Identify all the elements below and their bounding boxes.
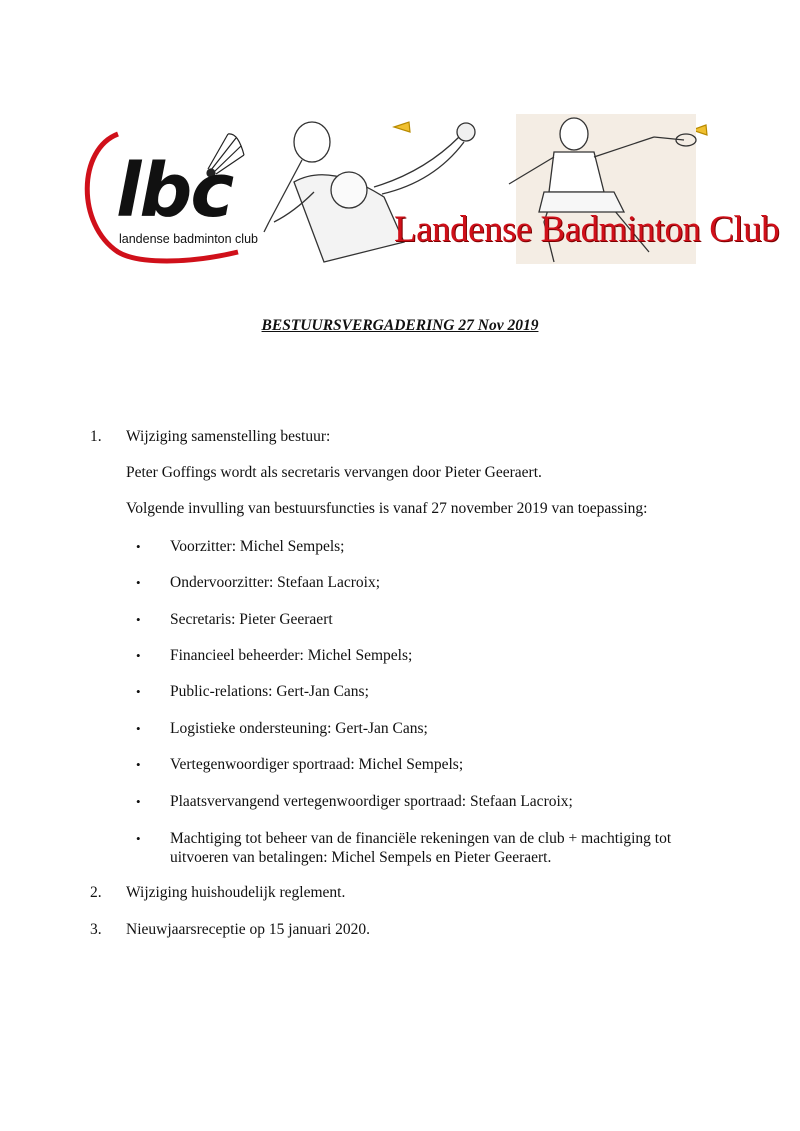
bullet-icon: • [136, 721, 141, 736]
paragraph-functions-intro: Volgende invulling van bestuursfuncties is vanaf 27 november 2019 van toepassing: [126, 500, 648, 517]
club-logo [78, 124, 258, 264]
logo-letters: lbc [116, 148, 233, 234]
bullet-icon: • [136, 831, 141, 846]
item-text: Nieuwjaarsreceptie op 15 januari 2020. [126, 921, 371, 938]
agenda-item-3 [90, 921, 370, 939]
item-number: 1. [90, 428, 102, 445]
item-number: 3. [90, 921, 102, 938]
bullet-icon: • [136, 684, 141, 699]
bullet-icon: • [136, 794, 141, 809]
item-text: Wijziging huishoudelijk reglement. [126, 884, 346, 901]
item-number: 2. [90, 884, 102, 901]
bullet-icon: • [136, 575, 141, 590]
header-banner [78, 112, 780, 270]
document-page: lbc landense badminton club Landense Badminton Club BESTUURSVERGADERING 27 Nov 2019 1. Wijziging samenstelling bestuur: Peter Goffings wordt als secretaris vervangen door Pieter Geeraert. Volgende invulling van bestuursfuncties is vanaf 27 november 2019 van toepassing: • Voorzitter: Michel Sempels; • Ondervoorzitter: Stefaan Lacroix; • Secretaris: Pieter Geeraert • Financieel beheerder: Michel Sempels; • Public-relations: Gert-Jan Cans; • Logistieke ondersteuning: Gert-Jan Cans; • Vertegenwoordiger sportraad: Michel Sempels; • Plaatsvervangend vertegenwoordiger sportraad: Stefaan Lacroix; • Machtiging tot beheer van de financiële rekeningen van de club + machtiging tot uitvoeren van betalingen: Michel Sempels en Pieter Geeraert. 2. Wijziging huishoudelijk reglement. 3. Nieuwjaarsreceptie op 15 januari 2020. [0, 0, 800, 1131]
agenda-item-2 [90, 884, 345, 902]
document-title: BESTUURSVERGADERING 27 Nov 2019 [261, 317, 539, 334]
club-name-wordmark: Landense Badminton Club [394, 209, 780, 250]
paragraph-replacement: Peter Goffings wordt als secretaris vervangen door Pieter Geeraert. [126, 464, 542, 481]
bullet-icon: • [136, 757, 141, 772]
bullet-icon: • [136, 648, 141, 663]
agenda-item-1 [90, 428, 330, 446]
bullet-icon: • [136, 539, 141, 554]
bullet-icon: • [136, 612, 141, 627]
item-text: Wijziging samenstelling bestuur: [126, 428, 331, 445]
logo-subtitle: landense badminton club [119, 232, 258, 246]
